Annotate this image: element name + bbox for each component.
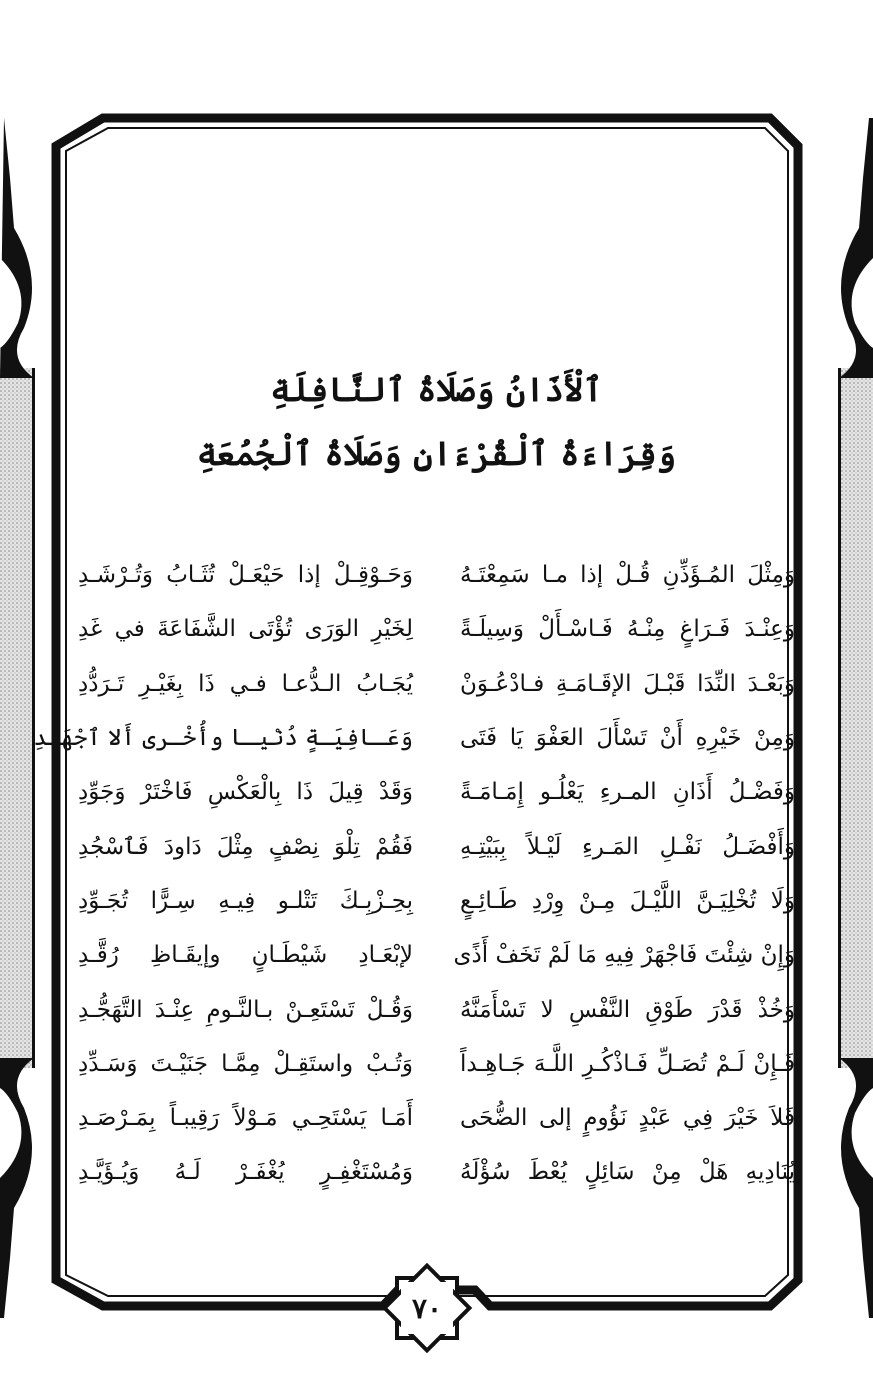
page-number: ٧٠ — [411, 1291, 443, 1325]
verse-row — [78, 982, 795, 1036]
verse-first-hemistich: يُنَادِيهِ هَلْ مِنْ سَائِلٍ يُعْطَ سُؤْلَهُ — [460, 1159, 795, 1186]
verse-first-hemistich: وَمِثْلَ المُـؤَذِّنِ قُـلْ إذا مـا سَمِعْتَـهُ — [460, 562, 795, 589]
verse-first-hemistich: وَخُذْ قَدْرَ طَوْقِ النَّفْسِ لا تَسْأَمَنَّهُ — [460, 996, 795, 1023]
verse-first-hemistich: وَمِنْ خَيْرِهِ أَنْ تَسْأَلَ العَفْوَ يَا فَتَى — [460, 725, 795, 752]
verse-first-hemistich: وَعِنْـدَ فَـرَاغٍ مِنْـهُ فَـاسْـأَلْ وَسِيلَـةً — [460, 616, 795, 643]
verse-second-hemistich: يُجَـابُ الـدُّعـا فـي ذَا بِغَيْـرِ تَـرَدُّدِ — [78, 670, 413, 697]
verse-row — [33, 711, 795, 765]
title-line-1: ٱلْأَذَانُ وَصَلَاةُ ٱلنَّافِلَةِ — [270, 370, 603, 409]
verse-row — [78, 1145, 795, 1199]
verse-first-hemistich: وَأَفْضَـلُ نَفْـلِ المَـرءِ لَيْـلاً بِبَيْتِـهِ — [460, 833, 795, 860]
verse-row — [78, 548, 795, 602]
verse-first-hemistich: فَـإِنْ لَـمْ تُصَـلِّ فَـاذْكُـرِ اللَّـهَ جَـاهِـداً — [460, 1050, 795, 1077]
verse-row — [78, 874, 795, 928]
verse-second-hemistich: وَحَـوْقِـلْ إذا حَيْعَـلْ تُثَـابُ وَتُـرْشَـدِ — [78, 562, 413, 589]
verse-second-hemistich: وَمُسْتَغْفِـرٍ يُغْفَـرْ لَـهُ وَيُـؤَيَّـدِ — [78, 1159, 413, 1186]
verse-second-hemistich: وَقُـلْ تَسْتَعِـنْ بـالنَّـومِ عِنْـدَ التَّهَجُّـدِ — [78, 996, 413, 1023]
right-border-ornament — [821, 118, 873, 1318]
verse-row — [78, 1037, 795, 1091]
verse-second-hemistich: أَمَـا يَسْتَحِـي مَـوْلاً رَقِيبـاً بِمَـرْصَـدِ — [78, 1105, 413, 1132]
verse-first-hemistich: فَلاَ خَيْرَ فِي عَبْدٍ نَؤُومٍ إلى الضُّحَى — [460, 1105, 795, 1132]
verse-second-hemistich: لِخَيْرِ الوَرَى تُؤْتَى الشَّفَاعَةَ في غَدِ — [78, 616, 413, 643]
left-border-ornament — [0, 118, 52, 1318]
page-number-badge — [381, 1262, 473, 1354]
verse-row — [78, 657, 795, 711]
verse-first-hemistich: وَفَضْـلُ أَذَانِ المـرءِ يَعْلُـو إِمَـامَـةً — [460, 779, 795, 806]
verse-second-hemistich: بِحِـزْبِـكَ تَتْلـو فِيـهِ سِـرًّا تُجَـوِّدِ — [78, 887, 413, 914]
verse-second-hemistich: فَقُمْ تِلْوَ نِصْفٍ مِثْلَ دَاودَ فَٱسْجُدِ — [78, 833, 413, 860]
verse-row — [78, 765, 795, 819]
verse-second-hemistich: لإبْعَـادِ شَيْطَـانٍ وإيقَـاظِ رُقَّـدِ — [78, 942, 413, 969]
poem-body — [33, 548, 795, 1200]
verse-first-hemistich: وَبَعْـدَ النِّدَا قَبْـلَ الإقَـامَـةِ فـادْعُـوَنْ — [460, 670, 795, 697]
verse-first-hemistich: وَلَا تُخْلِيَـنَّ اللَّيْـلَ مِـنْ وِرْدِ طَـائِـعٍ — [460, 887, 795, 914]
verse-row — [78, 602, 795, 656]
verse-row — [78, 819, 795, 873]
verse-row — [78, 928, 795, 982]
verse-second-hemistich: وَقَدْ قِيلَ ذَا بِالْعَكْسِ فَاخْتَرْ وَجَوِّدِ — [78, 779, 413, 806]
verse-second-hemistich: وَعَـافِيَـةٍ دُنْيـا وأُخْـرى أَلا ٱجْهَـدِ — [33, 725, 413, 752]
verse-second-hemistich: وَتُـبْ واستَقِـلْ مِمَّـا جَنَيْـتَ وَسَـدِّدِ — [78, 1050, 413, 1077]
title-line-2: وَقِرَاءَةُ ٱلْقُرْءَانِ وَصَلَاةُ ٱلْجُمُعَةِ — [196, 434, 677, 473]
verse-row — [78, 1091, 795, 1145]
verse-first-hemistich: وَإِنْ شِئْتَ فَاجْهَرْ فِيهِ مَا لَمْ تَخَفْ أَذًى — [453, 942, 795, 969]
chapter-title — [150, 358, 723, 486]
